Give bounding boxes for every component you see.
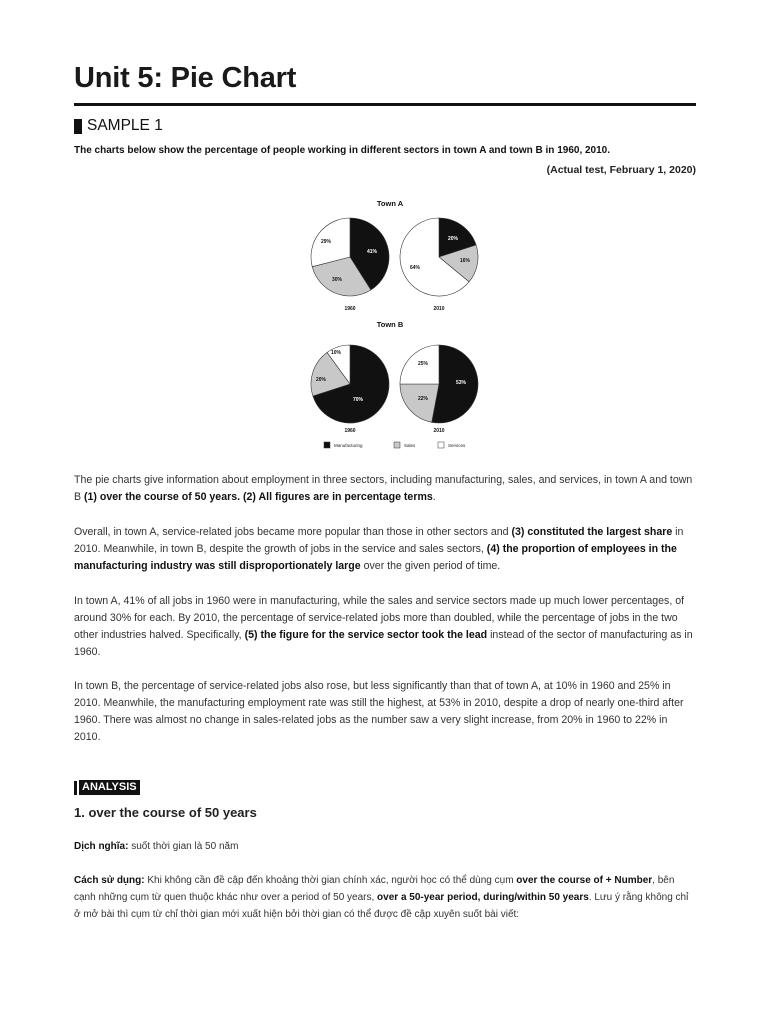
slice-value-label: 70% — [352, 397, 364, 403]
bold-phrase: over a 50-year period, during/within 50 years — [377, 892, 589, 903]
town-a-title: Town A — [376, 199, 404, 208]
slice-value-label: 20% — [315, 377, 327, 383]
slice-value-label: 30% — [331, 277, 343, 283]
text-run: in 2010. Meanwhile, in town B, despite the growth of jobs in the service and sales sectors, — [74, 526, 684, 555]
paragraph-intro — [74, 472, 696, 506]
analysis-marker-icon — [74, 781, 77, 795]
bold-phrase: Dịch nghĩa: — [74, 841, 129, 852]
text-run: The pie charts give information about employment in three sectors, including manufacturing, sales, and services, in town A and town B — [74, 474, 693, 503]
slice-value-label: 16% — [459, 258, 471, 264]
text-run: In town A, 41% of all jobs in 1960 were in manufacturing, while the sales and service sectors made up much lower percentages, of around 30% for each. By 2010, the percentage of service-related jobs more than doubled, while the percentage of jobs in the two other industries halved. Specifically, — [74, 595, 685, 641]
bold-phrase: (5) the figure for the service sector took the lead — [244, 629, 488, 641]
analysis-tag — [74, 780, 140, 795]
bold-phrase: (3) constituted the largest share — [511, 526, 673, 538]
title-divider — [74, 103, 696, 106]
text-run: . — [432, 491, 436, 503]
text-run: over the given period of time. — [360, 560, 501, 572]
section-marker-icon — [74, 119, 82, 134]
year-label: 2010 — [433, 306, 445, 312]
section-label: SAMPLE 1 — [87, 117, 163, 134]
paragraph-body-town-b — [74, 678, 696, 746]
bold-phrase: Cách sử dụng: — [74, 875, 145, 886]
year-label: 1960 — [344, 428, 356, 434]
slice-value-label: 41% — [366, 249, 378, 255]
legend-swatch-manufacturing — [324, 442, 330, 448]
legend-label: Sales — [404, 443, 416, 448]
text-run: Overall, in town A, service-related jobs became more popular than those in other sectors and — [74, 526, 512, 538]
slice-value-label: 20% — [447, 236, 459, 242]
section-heading — [74, 117, 163, 135]
text-run: suốt thời gian là 50 năm — [128, 841, 239, 852]
legend-swatch-sales — [394, 442, 400, 448]
slice-value-label: 64% — [409, 265, 421, 271]
slice-value-label: 25% — [417, 361, 429, 367]
town-b-title: Town B — [376, 320, 404, 329]
legend-label: Services — [448, 443, 466, 448]
pie-chart-figure — [300, 196, 580, 458]
usage-paragraph — [74, 872, 696, 923]
text-run: instead of the sector of manufacturing as in 1960. — [74, 629, 693, 658]
bold-phrase: (4) the proportion of employees in the manufacturing industry was still disproportionately large — [74, 543, 677, 572]
slice-value-label: 10% — [330, 350, 342, 356]
year-label: 1960 — [344, 306, 356, 312]
bold-phrase: (1) over the course of 50 years. (2) All figures are in percentage terms — [84, 491, 433, 503]
page-title: Unit 5: Pie Chart — [74, 62, 297, 94]
text-run: , bên cạnh những cụm từ quen thuộc khác như over a period of 50 years, — [74, 875, 675, 903]
meaning-line — [74, 838, 696, 855]
analysis-heading: 1. over the course of 50 years — [74, 805, 257, 820]
paragraph-body-town-a — [74, 593, 696, 661]
pie-charts-svg — [300, 196, 580, 458]
paragraph-overview — [74, 524, 696, 575]
text-run: . Lưu ý rằng không chỉ ở mở bài thì cụm từ chỉ thời gian mới xuất hiện bởi thời gian có thể được đề cập xuyên suốt bài viết: — [74, 892, 689, 920]
source-note: (Actual test, February 1, 2020) — [546, 164, 696, 176]
slice-value-label: 29% — [320, 239, 332, 245]
text-run: In town B, the percentage of service-related jobs also rose, but less significantly than that of town A, at 10% in 1960 and 25% in 2010. Meanwhile, the manufacturing employment rate was still the highest, at 53% in 2010, despite a drop of nearly one-third after 1960. There was almost no change in sales-related jobs as the number saw a very slight increase, from 20% in 1960 to 22% in 2010. — [74, 680, 684, 743]
slice-value-label: 22% — [417, 396, 429, 402]
chart-legend — [324, 442, 466, 448]
slice-value-label: 53% — [455, 380, 467, 386]
legend-label: Manufacturing — [334, 443, 363, 448]
year-label: 2010 — [433, 428, 445, 434]
task-prompt: The charts below show the percentage of people working in different sectors in town A and town B in 1960, 2010. — [74, 145, 611, 156]
bold-phrase: over the course of + Number — [516, 875, 653, 886]
text-run: Khi không cần đề cập đến khoảng thời gian chính xác, người học có thể dùng cụm — [144, 875, 517, 886]
analysis-label: ANALYSIS — [79, 780, 140, 795]
legend-swatch-services — [438, 442, 444, 448]
